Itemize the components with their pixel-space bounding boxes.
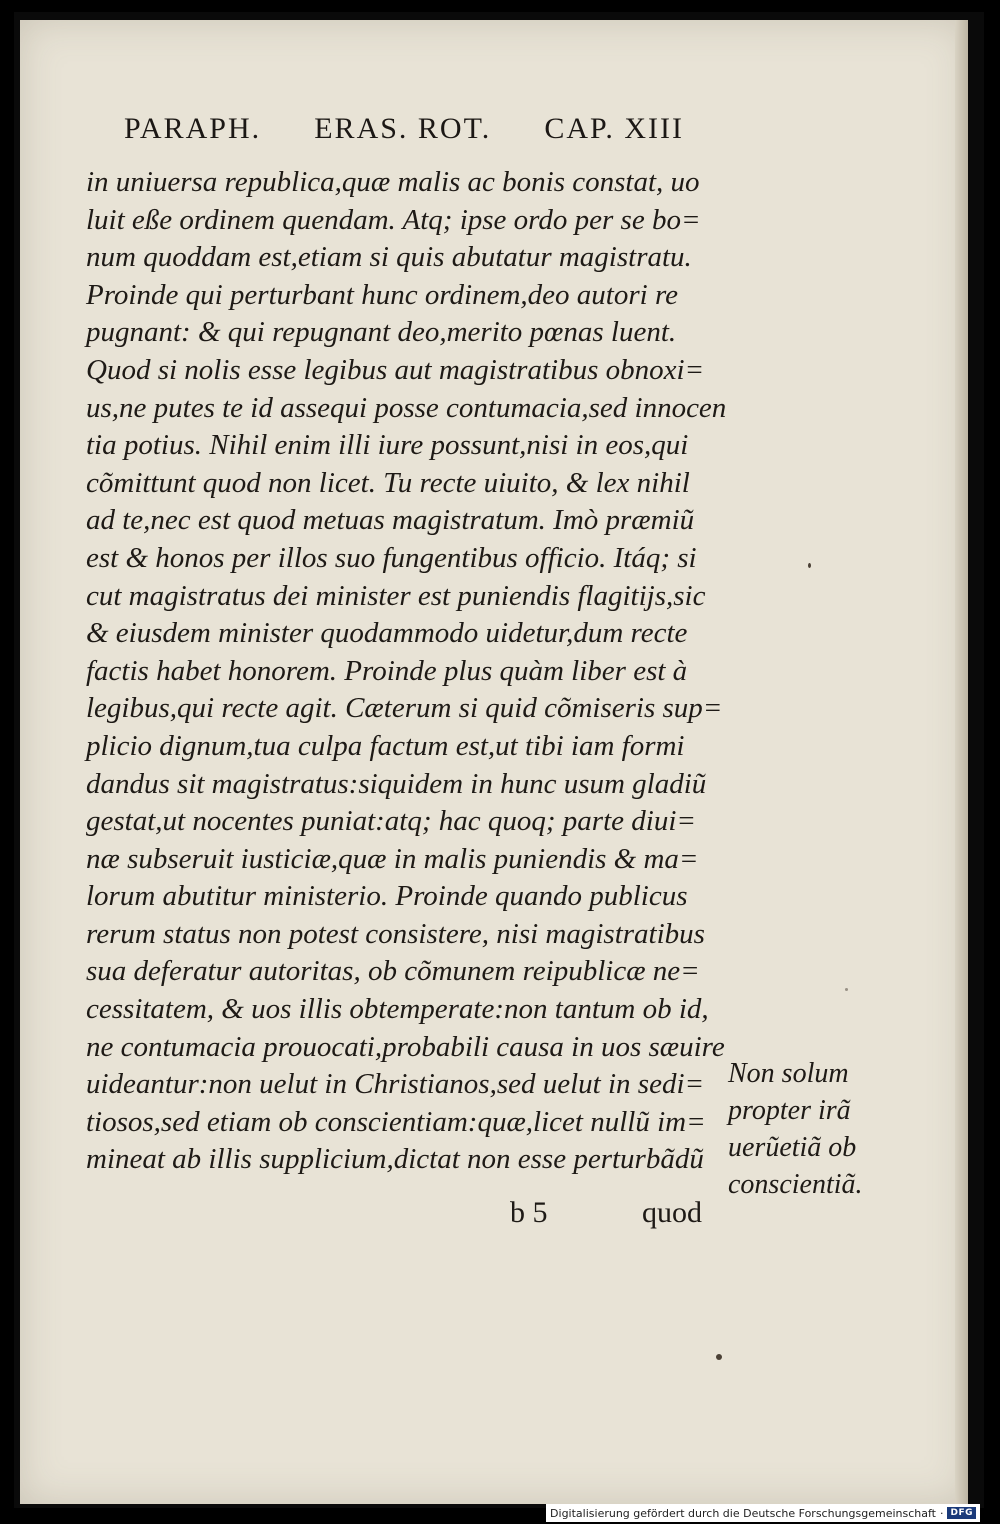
marginal-line: uerũetiã ob	[728, 1132, 857, 1163]
paper-speck	[716, 1354, 722, 1360]
header-right: CAP. XIII	[544, 112, 684, 145]
text-line: sua deferatur autoritas, ob cõmunem reipublicæ ne=	[86, 955, 700, 988]
text-line: num quoddam est,etiam si quis abutatur magistratu.	[86, 241, 692, 274]
text-line: plicio dignum,tua culpa factum est,ut tibi iam formi	[86, 729, 685, 762]
text-line: rerum status non potest consistere, nisi magistratibus	[86, 917, 705, 950]
signature-mark: b 5	[510, 1196, 548, 1229]
text-line: est & honos per illos suo fungentibus officio. Itáq; si	[86, 541, 697, 574]
text-line: in uniuersa republica,quæ malis ac bonis constat, uo	[86, 166, 700, 198]
marginal-line: Non solum	[728, 1058, 849, 1089]
text-line: cõmittunt quod non licet. Tu recte uiuito, & lex nihil	[86, 466, 690, 499]
marginal-line: conscientiã.	[728, 1169, 863, 1200]
text-line: Quod si nolis esse legibus aut magistratibus obnoxi=	[86, 353, 705, 386]
text-line: lorum abutitur ministerio. Proinde quando publicus	[86, 880, 688, 913]
text-line: gestat,ut nocentes puniat:atq; hac quoq; parte diui=	[86, 805, 696, 838]
marginal-line: propter irã	[728, 1095, 851, 1126]
text-line: & eiusdem minister quodammodo uidetur,dum recte	[86, 617, 688, 650]
text-line: dandus sit magistratus:siquidem in hunc usum gladiũ	[86, 767, 707, 800]
footer-text: Digitalisierung gefördert durch die Deutsche Forschungsgemeinschaft	[550, 1506, 936, 1520]
text-line: næ subseruit iusticiæ,quæ in malis puniendis & ma=	[86, 842, 699, 875]
text-line: Proinde qui perturbant hunc ordinem,deo autori re	[86, 278, 679, 311]
text-line: ne contumacia prouocati,probabili causa in uos sæuire	[86, 1030, 725, 1063]
text-line: uideantur:non uelut in Christianos,sed uelut in sedi=	[86, 1068, 705, 1101]
text-line: luit eße ordinem quendam. Atq; ipse ordo per se bo=	[86, 203, 701, 236]
text-line: tia potius. Nihil enim illi iure possunt,nisi in eos,qui	[86, 429, 689, 462]
text-line: mineat ab illis supplicium,dictat non esse perturbãdũ	[86, 1143, 704, 1176]
catchword: quod	[642, 1196, 702, 1229]
main-text-block	[86, 164, 726, 1179]
text-line: ad te,nec est quod metuas magistratum. Imò præmiũ	[86, 504, 695, 537]
text-line: legibus,qui recte agit. Cæterum si quid cõmiseris sup=	[86, 692, 723, 725]
text-line: tiosos,sed etiam ob conscientiam:quæ,licet nullũ im=	[86, 1105, 706, 1138]
header-left: PARAPH.	[124, 112, 262, 145]
page-edge	[955, 20, 968, 1504]
text-line: cessitatem, & uos illis obtemperate:non tantum ob id,	[86, 993, 709, 1026]
text-line: factis habet honorem. Proinde plus quàm liber est à	[86, 654, 688, 687]
running-header	[124, 112, 684, 146]
marginal-note	[728, 1055, 888, 1203]
footer-credit: Digitalisierung gefördert durch die Deutsche Forschungsgemeinschaft · DFG	[546, 1504, 980, 1522]
paper-speck	[845, 988, 848, 991]
header-center: ERAS. ROT.	[314, 112, 492, 145]
text-line: pugnant: & qui repugnant deo,merito pœnas luent.	[86, 316, 677, 349]
text-line: cut magistratus dei minister est puniendis flagitijs,sic	[86, 579, 706, 612]
paper-speck	[808, 563, 811, 568]
text-line: us,ne putes te id assequi posse contumacia,sed innocen	[86, 391, 727, 424]
dfg-logo-icon: DFG	[947, 1507, 976, 1519]
